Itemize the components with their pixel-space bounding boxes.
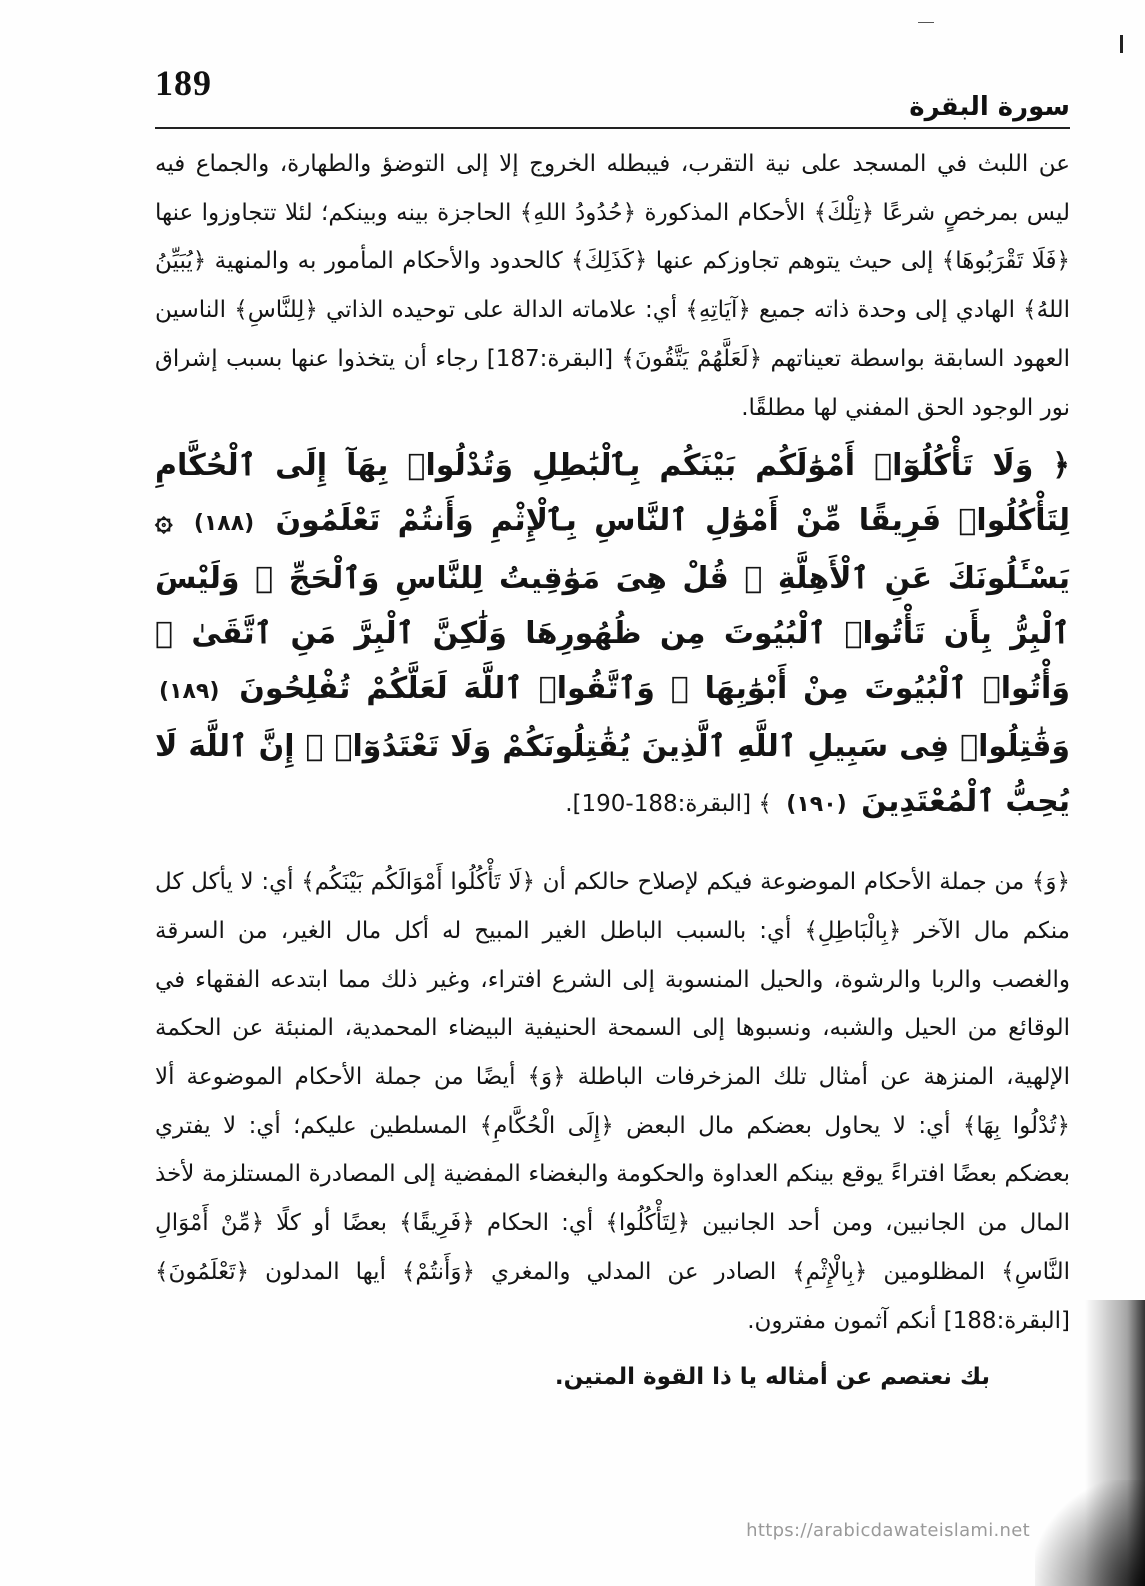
scan-corner-shadow bbox=[1035, 1480, 1145, 1586]
header-divider bbox=[155, 127, 1070, 129]
watermark-url: https://arabicdawateislami.net bbox=[746, 1520, 1030, 1541]
closing-supplication: بك نعتصم عن أمثاله يا ذا القوة المتين. bbox=[554, 1364, 990, 1391]
scan-mark-right bbox=[1120, 35, 1123, 53]
verse-189-text: ۞ يَسْـَٔلُونَكَ عَنِ ٱلْأَهِلَّةِ ۖ قُلْ هِىَ مَوَٰقِيتُ لِلنَّاسِ وَٱلْحَجِّ ۗ وَلَيْسَ ٱلْبِرُّ بِأَن تَأْتُوا۟ ٱلْبُيُوتَ مِن ظُهُورِهَا وَلَٰكِنَّ ٱلْبِرَّ مَنِ ٱتَّقَىٰ ۗ وَأْتُوا۟ ٱلْبُيُوتَ مِنْ أَبْوَٰبِهَا ۚ وَٱتَّقُوا۟ ٱللَّهَ لَعَلَّكُمْ تُفْلِحُونَ bbox=[155, 503, 1070, 707]
verse-number-190: (١٩٠) bbox=[786, 792, 847, 818]
running-header-surah-name: سورة البقرة bbox=[909, 92, 1070, 122]
page-body bbox=[155, 140, 1070, 1401]
verse-188-text: ﴿ وَلَا تَأْكُلُوٓا۟ أَمْوَٰلَكُم بَيْنَكُم بِٱلْبَٰطِلِ وَتُدْلُوا۟ بِهَآ إِلَى ٱلْحُكَّامِ لِتَأْكُلُوا۟ فَرِيقًا مِّنْ أَمْوَٰلِ ٱلنَّاسِ بِٱلْإِثْمِ وَأَنتُمْ تَعْلَمُونَ bbox=[155, 448, 1070, 539]
verse-reference: ﴾ [البقرة:188-190]. bbox=[565, 791, 772, 818]
tafsir-paragraph: عن اللبث في المسجد على نية التقرب، فيبطله الخروج إلا إلى التوضؤ والطهارة، والجماع فيه ليس بمرخصٍ شرعًا ﴿تِلْكَ﴾ الأحكام المذكورة ﴿حُدُودُ اللهِ﴾ الحاجزة بينه وبينكم؛ لئلا تتجاوزوا عنها ﴿فَلَا تَقْرَبُوهَا﴾ إلى حيث يتوهم تجاوزكم عنها ﴿كَذَلِكَ﴾ كالحدود والأحكام المأمور به والمنهية ﴿يُبَيِّنُ اللهُ﴾ الهادي إلى وحدة ذاته جميع ﴿آيَاتِهِ﴾ أي: علاماته الدالة على توحيده الذاتي ﴿لِلنَّاسِ﴾ الناسين العهود السابقة بواسطة تعيناتهم ﴿لَعَلَّهُمْ يَتَّقُونَ﴾ [البقرة:187] رجاء أن يتخذوا عنها بسبب إشراق نور الوجود الحق المفني لها مطلقًا. bbox=[155, 151, 1070, 421]
page-number: 189 bbox=[155, 63, 212, 103]
verse-number-189: (١٨٩) bbox=[159, 679, 220, 705]
quran-verses-block bbox=[155, 438, 1070, 832]
tafsir-paragraph: ﴿وَ﴾ من جملة الأحكام الموضوعة فيكم لإصلاح حالكم أن ﴿لَا تَأْكُلُوا أَمْوَالَكُم بَيْنَكُم﴾ أي: لا يأكل كل منكم مال الآخر ﴿بِالْبَاطِلِ﴾ أي: بالسبب الباطل الغير المبيح له أكل مال الغير، من السرقة والغصب والربا والرشوة، والحيل المنسوبة إلى الشرع افتراء، وغير ذلك مما ابتدعه الفقهاء في الوقائع من الحيل والشبه، ونسبوها إلى السمحة الحنيفية البيضاء المحمدية، المنبئة عن الحكمة الإلهية، المنزهة عن أمثال تلك المزخرفات الباطلة ﴿وَ﴾ أيضًا من جملة الأحكام الموضوعة ألا ﴿تُدْلُوا بِهَا﴾ أي: لا يحاول بعضكم مال البعض ﴿إِلَى الْحُكَّامِ﴾ المسلطين عليكم؛ أي: لا يفتري بعضكم بعضًا افتراءً يوقع بينكم العداوة والحكومة والبغضاء المفضية إلى المصادرة المستلزمة لأخذ المال من الجانبين، ومن أحد الجانبين ﴿لِتَأْكُلُوا﴾ أي: الحكام ﴿فَرِيقًا﴾ بعضًا أو كلًا ﴿مِّنْ أَمْوَالِ النَّاسِ﴾ المظلومين ﴿بِالْإِثْمِ﴾ الصادر عن المدلي والمغري ﴿وَأَنتُمْ﴾ أيها المدلون ﴿تَعْلَمُونَ﴾ [البقرة:188] أنكم آثمون مفترون. bbox=[155, 869, 1070, 1334]
tafsir-section-2 bbox=[155, 858, 1070, 1345]
scan-mark bbox=[918, 22, 934, 23]
verse-190-text: وَقَٰتِلُوا۟ فِى سَبِيلِ ٱللَّهِ ٱلَّذِينَ يُقَٰتِلُونَكُمْ وَلَا تَعْتَدُوٓا۟ ۚ إِنَّ ٱللَّهَ لَا يُحِبُّ ٱلْمُعْتَدِينَ bbox=[155, 729, 1070, 820]
tafsir-section-1 bbox=[155, 140, 1070, 432]
verse-number-188: (١٨٨) bbox=[193, 511, 255, 537]
